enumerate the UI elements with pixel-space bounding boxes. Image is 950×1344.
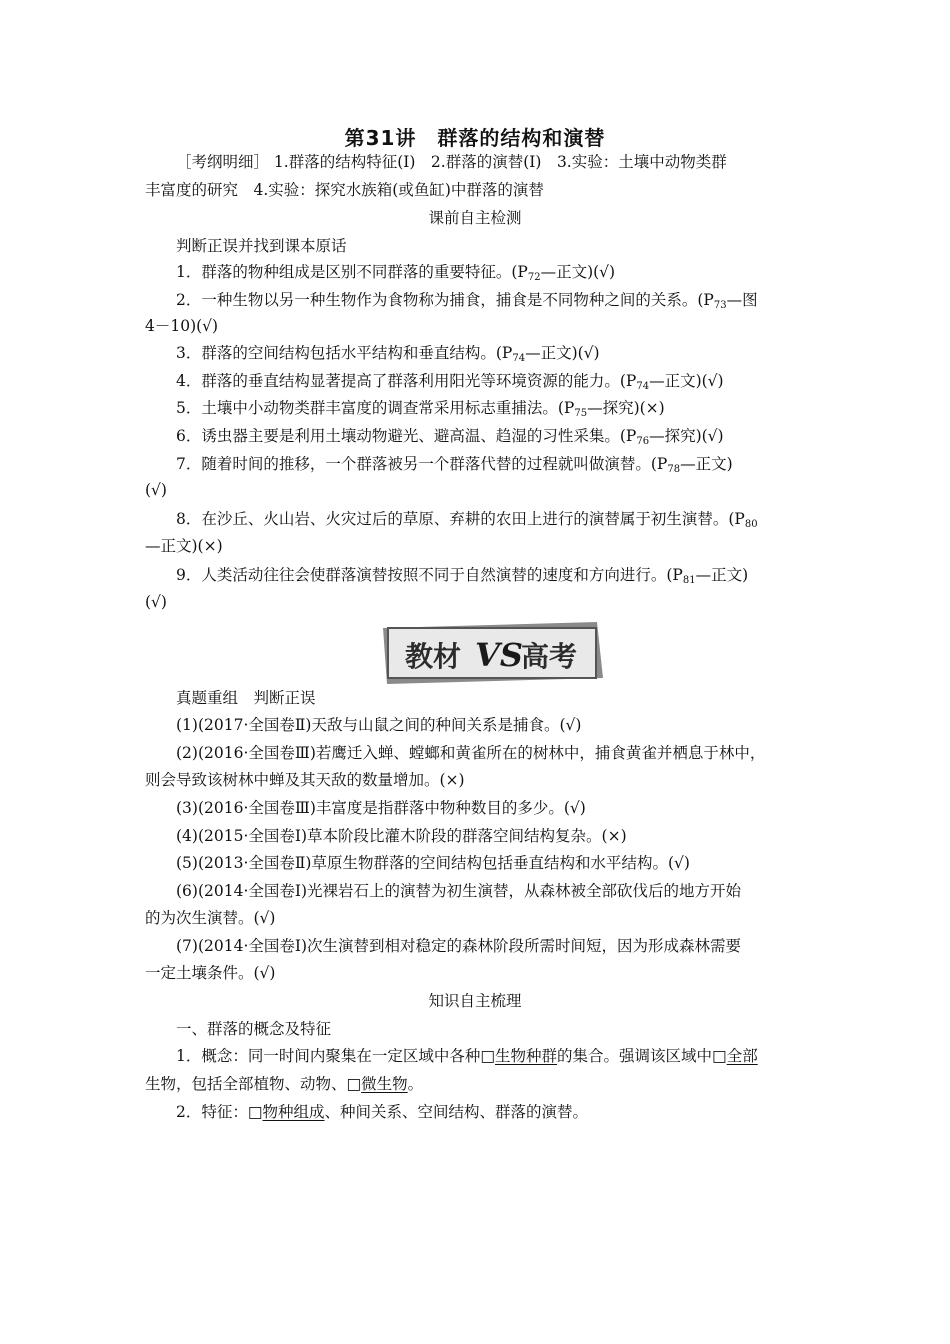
exam-item-7-cont: 一定土壤条件。(√) [145, 964, 276, 982]
item-7: 7．随着时间的推移，一个群落被另一个群落代替的过程就叫做演替。($P_{78}—$正文) [176, 455, 733, 475]
exam-item-7: (7)(2014·全国卷Ⅰ)次生演替到相对稳定的森林阶段所需时间短，因为形成森林需要 [176, 937, 742, 955]
item-1: 1．群落的物种组成是区别不同群落的重要特征。($P_{72}—$正文)(√) [176, 263, 616, 283]
item-8: 8．在沙丘、火山岩、火灾过后的草原、弃耕的农田上进行的演替属于初生演替。($P_{80}$ [176, 510, 758, 530]
section-heading-pre-check: 课前自主检测 [428, 209, 522, 227]
item-8-cont: —正文)(×) [145, 537, 223, 555]
section-heading-knowledge: 知识自主梳理 [428, 992, 522, 1010]
answer-blank-1: 生物种群 [495, 1047, 558, 1065]
item-9: 9．人类活动往往会使群落演替按照不同于自然演替的速度和方向进行。($P_{81}—$正文) [176, 566, 749, 586]
concept-line-cont: 生物，包括全部植物、动物、□微生物。 [145, 1075, 424, 1093]
page-title: 第31讲 群落的结构和演替 [344, 126, 606, 150]
item-7-cont: (√) [145, 481, 167, 499]
item-5: 5．土壤中小动物类群丰富度的调查常采用标志重捕法。($P_{75}—$探究)(×) [176, 399, 665, 419]
exam-item-4: (4)(2015·全国卷Ⅰ)草本阶段比灌木阶段的群落空间结构复杂。(×) [176, 827, 627, 845]
item-2: 2．一种生物以另一种生物作为食物称为捕食，捕食是不同物种之间的关系。($P_{73}—$图 [176, 291, 758, 311]
item-9-cont: (√) [145, 593, 167, 611]
item-6: 6．诱虫器主要是利用土壤动物避光、避高温、趋湿的习性采集。($P_{76}—$探究)(√) [176, 427, 724, 447]
item-2-cont: 4－10)(√) [145, 317, 219, 335]
exam-item-2: (2)(2016·全国卷Ⅲ)若鹰迁入蝉、螳螂和黄雀所在的树林中，捕食黄雀并栖息于林中， [176, 744, 766, 762]
banner-text-left: 教材 [405, 640, 462, 673]
item-4: 4．群落的垂直结构显著提高了群落利用阳光等环境资源的能力。($P_{74}—$正文)(√) [176, 372, 724, 392]
exam-heading: 真题重组 判断正误 [176, 689, 316, 707]
knowledge-heading: 一、群落的概念及特征 [176, 1020, 332, 1038]
exam-item-2-cont: 则会导致该树林中蝉及其天敌的数量增加。(×) [145, 771, 465, 789]
exam-item-6: (6)(2014·全国卷Ⅰ)光裸岩石上的演替为初生演替，从森林被全部砍伐后的地方开始 [176, 882, 742, 900]
exam-item-3: (3)(2016·全国卷Ⅲ)丰富度是指群落中物种数目的多少。(√) [176, 799, 586, 817]
item-3: 3．群落的空间结构包括水平结构和垂直结构。($P_{74}—$正文)(√) [176, 344, 600, 364]
syllabus-line-2: 丰富度的研究 4.实验：探究水族箱(或鱼缸)中群落的演替 [145, 181, 544, 199]
instruction: 判断正误并找到课本原话 [176, 237, 347, 255]
exam-item-5: (5)(2013·全国卷Ⅱ)草原生物群落的空间结构包括垂直结构和水平结构。(√) [176, 854, 690, 872]
banner-vs-mark: VS [475, 636, 523, 674]
banner-text-right: 高考 [521, 640, 578, 673]
exam-item-6-cont: 的为次生演替。(√) [145, 909, 276, 927]
answer-blank-3: 微生物 [361, 1075, 408, 1093]
concept-line: 1．概念：同一时间内聚集在一定区域中各种□生物种群的集合。强调该区域中□全部 [176, 1047, 758, 1065]
feature-line: 2．特征：□物种组成、种间关系、空间结构、群落的演替。 [176, 1103, 589, 1121]
textbook-vs-exam-banner [383, 622, 603, 684]
syllabus-line-1: ［考纲明细］ 1.群落的结构特征(Ⅰ) 2.群落的演替(Ⅰ) 3.实验：土壤中动物类群 [176, 153, 727, 171]
exam-item-1: (1)(2017·全国卷Ⅱ)天敌与山鼠之间的种间关系是捕食。(√) [176, 716, 582, 734]
answer-blank-4: 物种组成 [262, 1103, 325, 1121]
answer-blank-2: 全部 [726, 1047, 758, 1065]
